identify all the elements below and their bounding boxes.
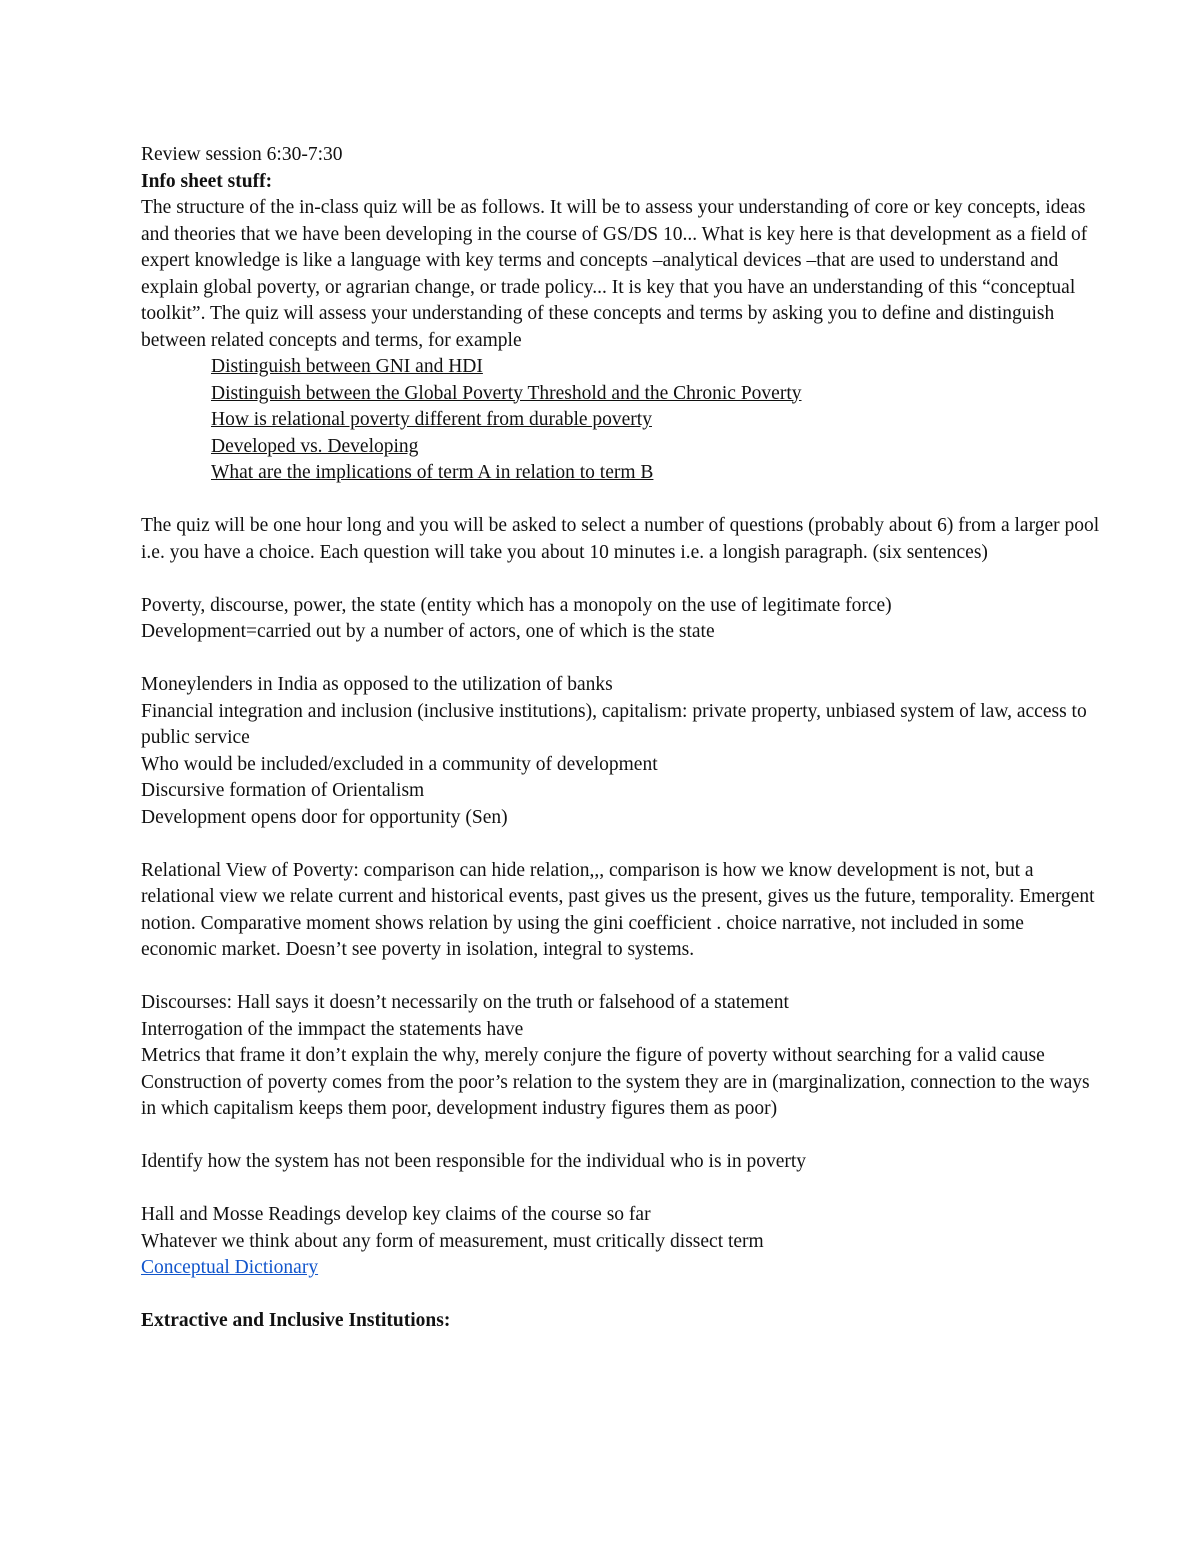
spacer xyxy=(141,1176,1101,1203)
measurement-line: Whatever we think about any form of measurement, must critically dissect term xyxy=(141,1230,764,1252)
spacer xyxy=(141,964,1101,991)
community-line: Who would be included/excluded in a community of development xyxy=(141,753,658,775)
example-item: Developed vs. Developing xyxy=(211,435,419,457)
spacer xyxy=(141,831,1101,858)
relational-view-paragraph: Relational View of Poverty: comparison can hide relation,,, comparison is how we know development is not, but a relational view we relate current and historical events, past gives us the present, gives us the future, temporality. Emergent notion. Comparative moment shows relation by using the gini coefficient . choice narrative, not included in some economic market. Doesn’t see poverty in isolation, integral to systems. xyxy=(141,859,1095,960)
financial-integration-line: Financial integration and inclusion (inclusive institutions), capitalism: private property, unbiased system of law, access to public service xyxy=(141,700,1087,748)
review-session-line: Review session 6:30-7:30 xyxy=(141,144,343,165)
example-item: Distinguish between GNI and HDI xyxy=(211,356,483,377)
poverty-line: Poverty, discourse, power, the state (entity which has a monopoly on the use of legitimate force) xyxy=(141,594,892,616)
info-sheet-heading: Info sheet stuff: xyxy=(141,170,273,192)
interrogation-line: Interrogation of the immpact the statements have xyxy=(141,1018,524,1040)
identify-line: Identify how the system has not been responsible for the individual who is in poverty xyxy=(141,1151,807,1172)
example-item: What are the implications of term A in relation to term B xyxy=(211,462,654,483)
document-page xyxy=(141,142,1101,1335)
readings-line: Hall and Mosse Readings develop key claims of the course so far xyxy=(141,1204,651,1225)
example-list xyxy=(141,354,1101,487)
metrics-line: Metrics that frame it don’t explain the why, merely conjure the figure of poverty without searching for a valid cause xyxy=(141,1045,1045,1066)
example-item: Distinguish between the Global Poverty Threshold and the Chronic Poverty xyxy=(211,382,802,404)
quiz-paragraph: The quiz will be one hour long and you will be asked to select a number of questions (probably about 6) from a larger pool i.e. you have a choice. Each question will take you about 10 minutes i.e. a longish paragraph. (six sentences) xyxy=(141,515,1100,563)
example-item: How is relational poverty different from durable poverty xyxy=(211,409,652,430)
moneylenders-line: Moneylenders in India as opposed to the utilization of banks xyxy=(141,674,613,695)
spacer xyxy=(141,487,1101,514)
conceptual-dictionary-link[interactable]: Conceptual Dictionary xyxy=(141,1257,319,1278)
construction-line: Construction of poverty comes from the poor’s relation to the system they are in (marginalization, connection to the ways in which capitalism keeps them poor, development industry figures them as poor) xyxy=(141,1071,1090,1119)
orientalism-line: Discursive formation of Orientalism xyxy=(141,780,425,801)
extractive-institutions-heading: Extractive and Inclusive Institutions: xyxy=(141,1310,451,1331)
development-line: Development=carried out by a number of actors, one of which is the state xyxy=(141,621,715,642)
spacer xyxy=(141,1123,1101,1150)
discourses-line: Discourses: Hall says it doesn’t necessarily on the truth or falsehood of a statement xyxy=(141,992,789,1013)
sen-line: Development opens door for opportunity (Sen) xyxy=(141,806,508,828)
spacer xyxy=(141,646,1101,673)
intro-paragraph: The structure of the in-class quiz will be as follows. It will be to assess your understanding of core or key concepts, ideas and theories that we have been developing in the course of GS/DS 10... What is key here is that development as a field of expert knowledge is like a language with key terms and concepts –analytical devices –that are used to understand and explain global poverty, or agrarian change, or trade policy... It is key that you have an understanding of this “conceptual toolkit”. The quiz will assess your understanding of these concepts and terms by asking you to define and distinguish between related concepts and terms, for example xyxy=(141,197,1088,351)
spacer xyxy=(141,566,1101,593)
spacer xyxy=(141,1282,1101,1309)
